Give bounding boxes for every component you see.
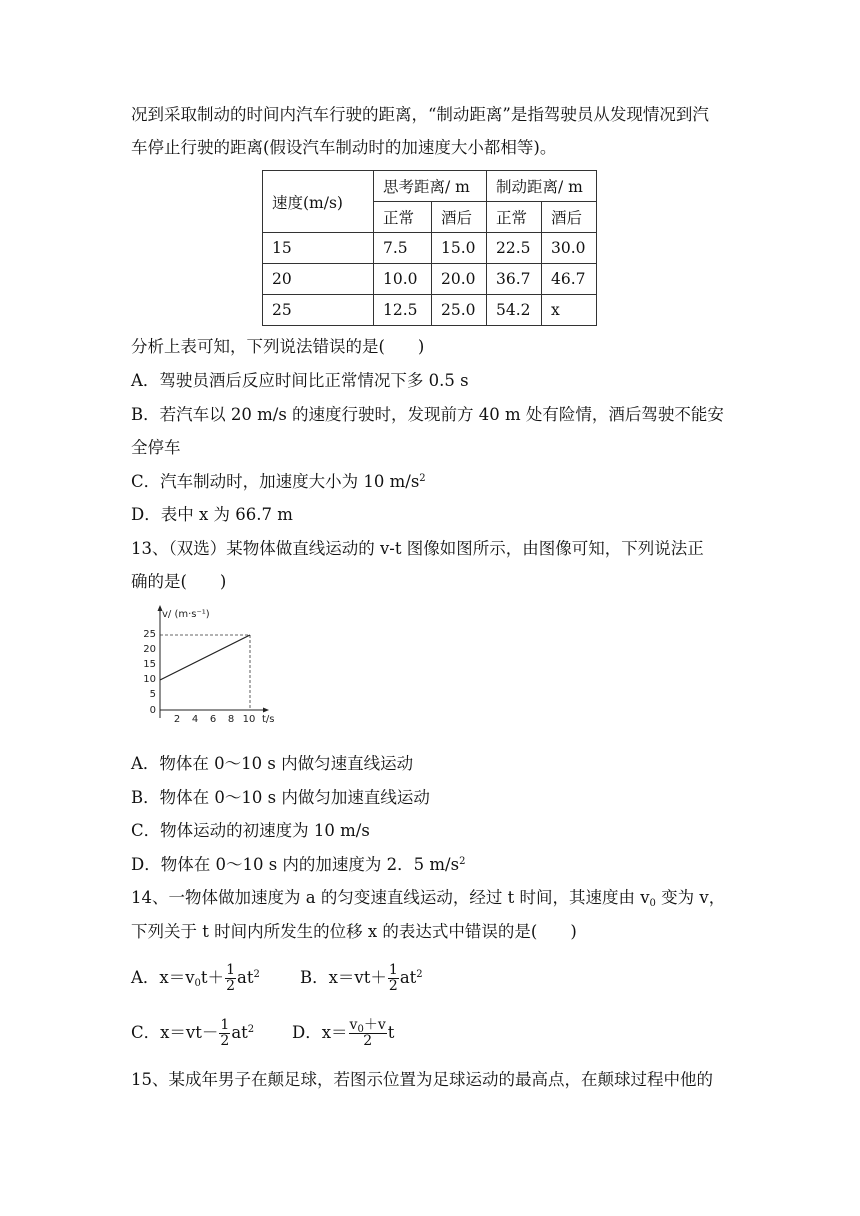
y-tick-label: 0 — [149, 705, 156, 716]
q15-stem-line1: 15、某成年男子在颠足球，若图示位置为足球运动的最高点，在颠球过程中他的 — [131, 1070, 713, 1089]
table-cell: 10.0 — [374, 264, 432, 295]
q13-option-d: D．物体在 0～10 s 内的加速度为 2．5 $m/s^2$ — [131, 855, 466, 874]
q14-stem-line2: 下列关于 t 时间内所发生的位移 x 的表达式中错误的是( ) — [131, 922, 577, 941]
table-cell: 36.7 — [487, 264, 542, 295]
x-tick-label: 2 — [173, 714, 181, 725]
intro-line-2: 车停止行驶的距离(假设汽车制动时的加速度大小都相等)。 — [131, 138, 557, 157]
q13-option-b: B．物体在 0～10 s 内做匀加速直线运动 — [131, 788, 430, 807]
x-axis-label: t/s — [262, 714, 275, 725]
q13-option-c: C．物体运动的初速度为 10 m/s — [131, 821, 370, 840]
table-cell: 30.0 — [542, 233, 597, 264]
y-tick-label: 25 — [143, 629, 156, 640]
table-cell: 7.5 — [374, 233, 432, 264]
q14-option-d: D．x＝ $\frac{v_0+v}{2}$ t — [292, 1017, 395, 1049]
table-cell: 20.0 — [432, 264, 487, 295]
y-tick-label: 20 — [143, 644, 156, 655]
q14-option-c: C．x＝vt－ $\frac{1}{2}$ $at^2$ — [131, 1017, 255, 1049]
table-row — [263, 264, 597, 295]
table-cell: 22.5 — [487, 233, 542, 264]
q14-option-a: A．$x=v_0t+$ $\frac{1}{2}$ $at^2$ — [131, 962, 260, 994]
intro-line-1: 况到采取制动的时间内汽车行驶的距离，“制动距离”是指驾驶员从发现情况到汽 — [131, 105, 709, 124]
table-row — [263, 295, 597, 326]
q14-stem-line1: 14、一物体做加速度为 a 的匀变速直线运动，经过 t 时间，其速度由 $v_0$ 变为 v， — [131, 888, 726, 909]
sub-drunk-brake: 酒后 — [542, 202, 597, 233]
table-cell: 25 — [263, 295, 374, 326]
header-speed: 速度(m/s) — [263, 171, 374, 233]
header-thinking-distance: 思考距离/ m — [374, 171, 487, 202]
sub-normal-brake: 正常 — [487, 202, 542, 233]
sub-drunk-think: 酒后 — [432, 202, 487, 233]
y-tick-label: 10 — [143, 674, 156, 685]
vt-graph — [136, 602, 286, 726]
y-tick-label: 15 — [143, 659, 156, 670]
x-tick-label: 6 — [209, 714, 217, 725]
header-braking-distance: 制动距离/ m — [487, 171, 597, 202]
table-cell: 25.0 — [432, 295, 487, 326]
q12-option-c: C．汽车制动时，加速度大小为 10 $m/s^2$ — [131, 472, 426, 491]
x-tick-label: 10 — [242, 714, 256, 725]
table-cell: 54.2 — [487, 295, 542, 326]
table-cell: 15 — [263, 233, 374, 264]
table-cell: 20 — [263, 264, 374, 295]
q12-stem: 分析上表可知，下列说法错误的是( ) — [131, 337, 425, 356]
q12-option-b-line1: B．若汽车以 20 m/s 的速度行驶时，发现前方 40 m 处有险情，酒后驾驶不能安 — [131, 405, 724, 424]
q13-stem-line1: 13、（双选）某物体做直线运动的 v-t 图像如图所示，由图像可知，下列说法正 — [131, 539, 704, 558]
q12-option-b-line2: 全停车 — [131, 438, 181, 457]
table-row — [263, 233, 597, 264]
x-tick-label: 4 — [191, 714, 199, 725]
y-tick-label: 5 — [149, 689, 156, 700]
table-cell: 46.7 — [542, 264, 597, 295]
x-axis-arrow-icon — [263, 708, 269, 713]
table-cell: 12.5 — [374, 295, 432, 326]
q12-option-a: A．驾驶员酒后反应时间比正常情况下多 0.5 s — [131, 371, 469, 390]
x-tick-label: 8 — [227, 714, 235, 725]
q14-option-b: B．x＝vt＋ $\frac{1}{2}$ $at^2$ — [300, 962, 423, 994]
sub-normal-think: 正常 — [374, 202, 432, 233]
q12-option-d: D．表中 x 为 66.7 m — [131, 505, 293, 524]
q13-option-a: A．物体在 0～10 s 内做匀速直线运动 — [131, 754, 414, 773]
q13-stem-line2: 确的是( ) — [131, 572, 227, 591]
distance-table — [262, 170, 597, 326]
y-axis-label: v/ (m·s⁻¹) — [162, 609, 210, 620]
velocity-line — [160, 635, 250, 680]
table-cell: x — [542, 295, 597, 326]
table-cell: 15.0 — [432, 233, 487, 264]
